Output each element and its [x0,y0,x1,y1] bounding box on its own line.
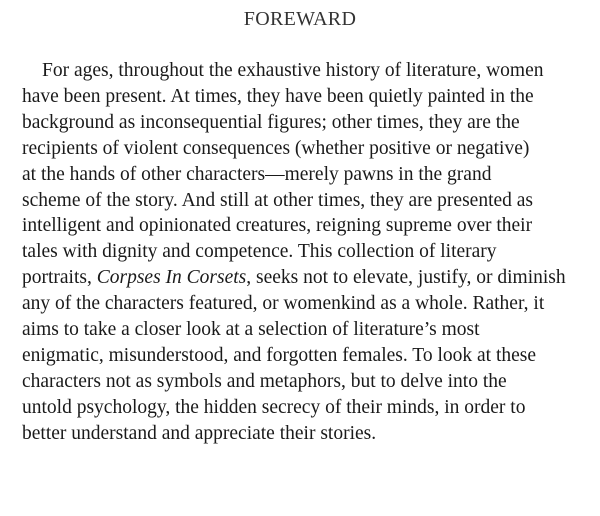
line-prefix: portraits, [22,267,97,289]
foreword-paragraph [22,58,578,447]
paragraph-line: tales with dignity and competence. This collection of literary [22,241,497,263]
paragraph-line: aims to take a closer look at a selection of literature’s most [22,319,480,341]
paragraph-line: intelligent and opinionated creatures, reigning supreme over their [22,215,533,237]
paragraph-line: recipients of violent consequences (whether positive or negative) [22,137,530,159]
paragraph-line: have been present. At times, they have been quietly painted in the [22,85,534,107]
paragraph-line: untold psychology, the hidden secrecy of their minds, in order to [22,396,526,418]
paragraph-line: better understand and appreciate their stories. [22,422,377,444]
paragraph-line: characters not as symbols and metaphors, but to delve into the [22,370,507,392]
paragraph-line: For ages, throughout the exhaustive history of literature, women [42,60,544,81]
paragraph-line-with-title [22,265,578,291]
document-heading: FOREWARD [243,8,357,30]
book-title: Corpses In Corsets [96,267,247,289]
paragraph-line: at the hands of other characters—merely pawns in the grand [22,163,492,185]
paragraph-line: any of the characters featured, or womenkind as a whole. Rather, it [22,293,545,315]
paragraph-line: scheme of the story. And still at other times, they are presented as [22,189,534,211]
line-suffix: , seeks not to elevate, justify, or diminish [246,267,566,289]
paragraph-line: enigmatic, misunderstood, and forgotten females. To look at these [22,344,537,366]
paragraph-line: background as inconsequential figures; other times, they are the [22,111,520,133]
